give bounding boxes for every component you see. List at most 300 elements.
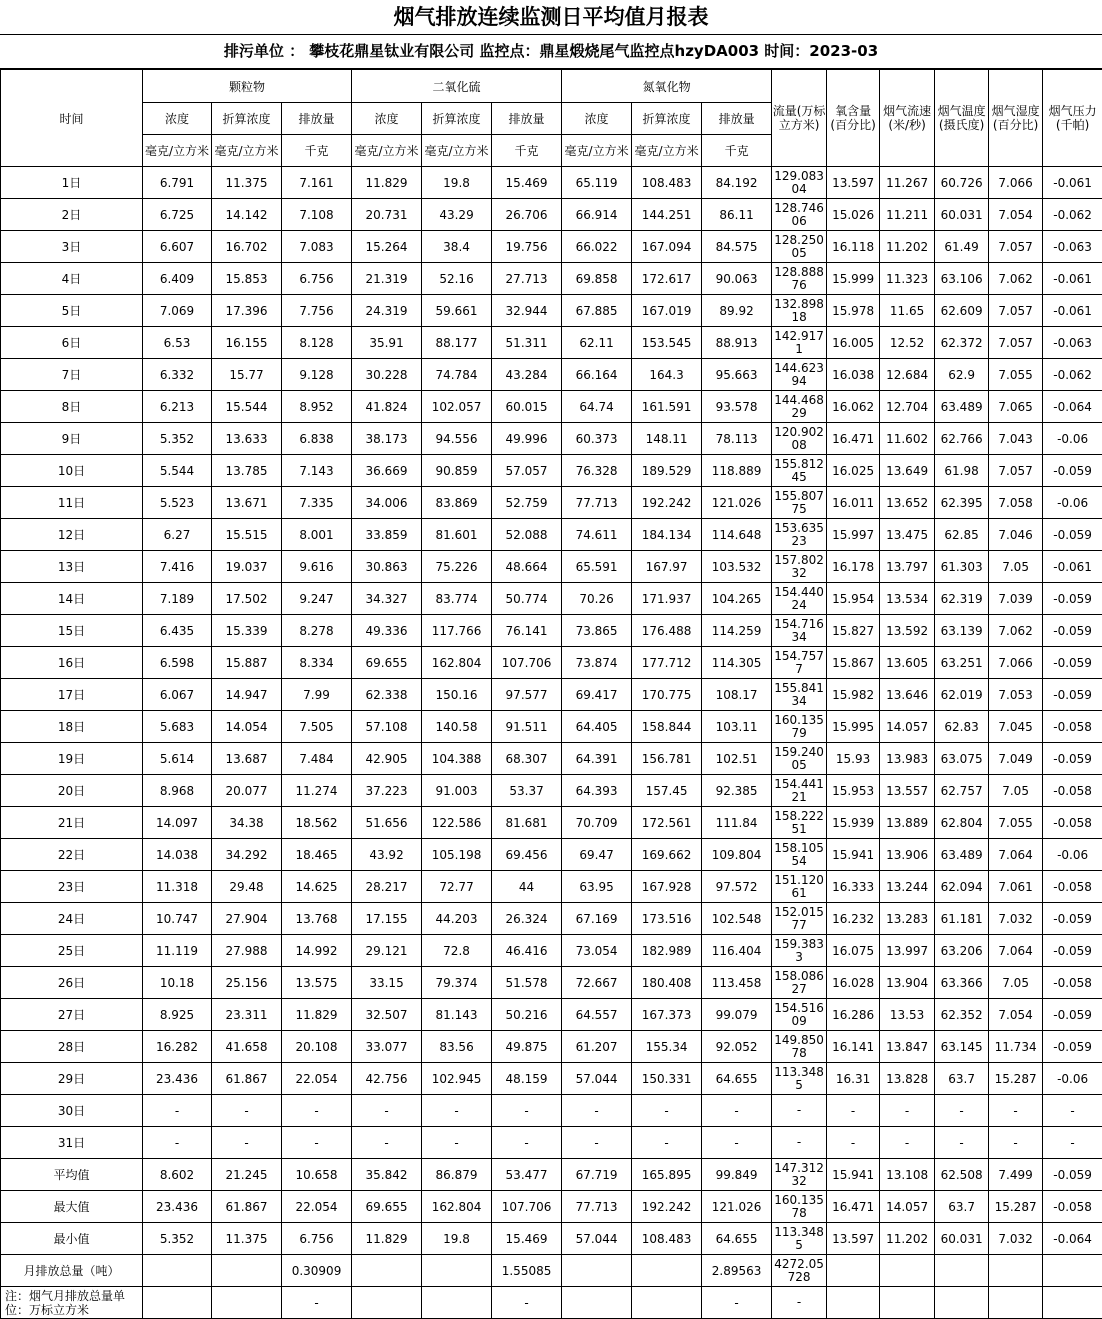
table-cell: 38.4 (422, 231, 492, 263)
table-cell: 158.10554 (772, 839, 827, 871)
table-cell: - (352, 1095, 422, 1127)
table-row (1, 167, 1102, 199)
table-cell: 16.075 (827, 935, 880, 967)
table-cell: 107.706 (492, 1191, 562, 1223)
row-label: 11日 (1, 487, 143, 519)
table-cell: 128.88876 (772, 263, 827, 295)
table-cell: 7.057 (989, 295, 1043, 327)
table-cell: 13.646 (880, 679, 935, 711)
table-cell: 158.22251 (772, 807, 827, 839)
table-cell: 20.077 (212, 775, 282, 807)
table-cell: 97.577 (492, 679, 562, 711)
table-row (1, 1223, 1102, 1255)
table-cell: 7.045 (989, 711, 1043, 743)
table-cell: 15.953 (827, 775, 880, 807)
row-label: 19日 (1, 743, 143, 775)
table-cell: 22.054 (282, 1063, 352, 1095)
table-cell: 15.77 (212, 359, 282, 391)
table-cell: 7.065 (989, 391, 1043, 423)
table-cell: 11.202 (880, 231, 935, 263)
table-cell: 7.416 (143, 551, 212, 583)
subheader-cell: 折算浓度 (212, 103, 282, 135)
table-cell: -0.059 (1043, 519, 1102, 551)
row-label: 6日 (1, 327, 143, 359)
row-label: 2日 (1, 199, 143, 231)
table-cell: - (702, 1127, 772, 1159)
table-cell: 73.054 (562, 935, 632, 967)
table-cell: 67.885 (562, 295, 632, 327)
table-cell: 14.625 (282, 871, 352, 903)
table-cell: - (212, 1095, 282, 1127)
table-cell (880, 1287, 935, 1319)
table-cell: 64.391 (562, 743, 632, 775)
table-cell: 111.84 (702, 807, 772, 839)
table-cell: 32.507 (352, 999, 422, 1031)
table-cell: 109.804 (702, 839, 772, 871)
row-label: 7日 (1, 359, 143, 391)
table-cell: 69.655 (352, 647, 422, 679)
table-cell: - (935, 1095, 989, 1127)
table-cell: 19.756 (492, 231, 562, 263)
table-cell (212, 1255, 282, 1287)
table-cell: 76.328 (562, 455, 632, 487)
table-cell: 128.25005 (772, 231, 827, 263)
table-cell: 15.544 (212, 391, 282, 423)
table-cell: -0.059 (1043, 615, 1102, 647)
table-cell: -0.058 (1043, 807, 1102, 839)
table-cell: 86.11 (702, 199, 772, 231)
table-cell: - (989, 1095, 1043, 1127)
table-cell: 6.332 (143, 359, 212, 391)
table-row (1, 391, 1102, 423)
table-cell: 140.58 (422, 711, 492, 743)
row-label: 最大值 (1, 1191, 143, 1223)
table-cell: 73.874 (562, 647, 632, 679)
table-cell: 154.7577 (772, 647, 827, 679)
table-cell: 57.108 (352, 711, 422, 743)
table-cell: 10.18 (143, 967, 212, 999)
table-cell: 46.416 (492, 935, 562, 967)
table-cell: 16.011 (827, 487, 880, 519)
table-cell: 154.44024 (772, 583, 827, 615)
table-cell: 15.939 (827, 807, 880, 839)
table-cell: 11.375 (212, 1223, 282, 1255)
table-cell: 160.13579 (772, 711, 827, 743)
row-label: 22日 (1, 839, 143, 871)
table-cell: 7.99 (282, 679, 352, 711)
table-cell (827, 1255, 880, 1287)
table-cell: 157.80232 (772, 551, 827, 583)
table-cell: 182.989 (632, 935, 702, 967)
table-cell: - (422, 1127, 492, 1159)
table-cell: 62.338 (352, 679, 422, 711)
table-cell: 144.46829 (772, 391, 827, 423)
table-cell: 69.456 (492, 839, 562, 871)
table-cell: 16.232 (827, 903, 880, 935)
table-cell: 73.865 (562, 615, 632, 647)
table-cell (352, 1255, 422, 1287)
table-cell: 13.534 (880, 583, 935, 615)
row-label: 26日 (1, 967, 143, 999)
table-cell: 113.3485 (772, 1063, 827, 1095)
table-cell: 27.988 (212, 935, 282, 967)
table-cell: 53.477 (492, 1159, 562, 1191)
table-cell: 167.019 (632, 295, 702, 327)
table-cell: 63.139 (935, 615, 989, 647)
table-cell: 142.9171 (772, 327, 827, 359)
table-cell: 189.529 (632, 455, 702, 487)
table-cell: 60.031 (935, 199, 989, 231)
table-cell: 32.944 (492, 295, 562, 327)
table-row (1, 1287, 1102, 1319)
table-cell: 17.155 (352, 903, 422, 935)
table-cell: 15.999 (827, 263, 880, 295)
table-cell: 69.417 (562, 679, 632, 711)
table-cell: -0.061 (1043, 263, 1102, 295)
table-cell (562, 1255, 632, 1287)
table-cell: 7.05 (989, 551, 1043, 583)
table-cell: 99.079 (702, 999, 772, 1031)
row-label: 最小值 (1, 1223, 143, 1255)
table-cell: 22.054 (282, 1191, 352, 1223)
table-cell: 114.648 (702, 519, 772, 551)
table-cell: 63.206 (935, 935, 989, 967)
table-cell: 42.756 (352, 1063, 422, 1095)
table-cell: 60.726 (935, 167, 989, 199)
table-cell: 16.141 (827, 1031, 880, 1063)
table-cell: 72.8 (422, 935, 492, 967)
table-cell: 16.038 (827, 359, 880, 391)
table-cell: 11.829 (352, 1223, 422, 1255)
table-cell: 14.142 (212, 199, 282, 231)
table-cell: - (772, 1095, 827, 1127)
table-cell: 113.458 (702, 967, 772, 999)
table-cell: 6.725 (143, 199, 212, 231)
table-cell: 62.319 (935, 583, 989, 615)
table-cell: 6.435 (143, 615, 212, 647)
table-cell: - (880, 1095, 935, 1127)
table-cell: -0.062 (1043, 199, 1102, 231)
table-cell: 24.319 (352, 295, 422, 327)
table-cell: 7.083 (282, 231, 352, 263)
table-cell: 90.859 (422, 455, 492, 487)
table-row (1, 583, 1102, 615)
table-cell (632, 1255, 702, 1287)
table-cell: 52.088 (492, 519, 562, 551)
table-cell: 105.198 (422, 839, 492, 871)
table-cell: 118.889 (702, 455, 772, 487)
table-cell: 16.028 (827, 967, 880, 999)
table-cell: 13.906 (880, 839, 935, 871)
table-cell: 2.89563 (702, 1255, 772, 1287)
table-cell: 13.475 (880, 519, 935, 551)
table-cell: 7.058 (989, 487, 1043, 519)
table-cell: 11.119 (143, 935, 212, 967)
table-cell: 91.003 (422, 775, 492, 807)
table-cell: 171.937 (632, 583, 702, 615)
table-cell: -0.059 (1043, 583, 1102, 615)
table-row (1, 839, 1102, 871)
table-cell: 11.318 (143, 871, 212, 903)
table-cell: 156.781 (632, 743, 702, 775)
table-cell: -0.059 (1043, 1031, 1102, 1063)
header-velocity: 烟气流速(米/秒) (880, 70, 935, 167)
table-cell: 61.98 (935, 455, 989, 487)
table-cell: 13.652 (880, 487, 935, 519)
table-cell: 89.92 (702, 295, 772, 327)
table-cell: 29.48 (212, 871, 282, 903)
row-label: 5日 (1, 295, 143, 327)
row-label: 14日 (1, 583, 143, 615)
table-cell: 76.141 (492, 615, 562, 647)
header-so2: 二氧化硫 (352, 70, 562, 103)
table-cell: 51.578 (492, 967, 562, 999)
table-cell: 7.057 (989, 327, 1043, 359)
table-cell: 104.265 (702, 583, 772, 615)
header-time: 时间 (1, 70, 143, 167)
table-cell: 15.941 (827, 839, 880, 871)
table-cell: 9.247 (282, 583, 352, 615)
table-cell: 13.575 (282, 967, 352, 999)
table-cell: 63.489 (935, 391, 989, 423)
table-cell: - (772, 1127, 827, 1159)
table-cell: 5.544 (143, 455, 212, 487)
table-cell: 102.548 (702, 903, 772, 935)
table-cell (562, 1287, 632, 1319)
table-cell: 25.156 (212, 967, 282, 999)
table-cell: 19.8 (422, 1223, 492, 1255)
table-cell: 69.47 (562, 839, 632, 871)
unit-cell: 毫克/立方米 (632, 135, 702, 167)
table-row (1, 775, 1102, 807)
table-cell: -0.059 (1043, 679, 1102, 711)
table-cell: 16.118 (827, 231, 880, 263)
table-cell: 8.925 (143, 999, 212, 1031)
table-cell: - (632, 1127, 702, 1159)
table-cell: 63.7 (935, 1063, 989, 1095)
table-cell: 16.005 (827, 327, 880, 359)
header-pressure: 烟气压力(千帕) (1043, 70, 1102, 167)
table-cell: -0.06 (1043, 1063, 1102, 1095)
table-cell: 108.483 (632, 1223, 702, 1255)
table-cell: 75.226 (422, 551, 492, 583)
table-cell: 16.31 (827, 1063, 880, 1095)
table-cell: 92.052 (702, 1031, 772, 1063)
table-cell: -0.059 (1043, 455, 1102, 487)
table-cell: 155.81245 (772, 455, 827, 487)
table-cell: 70.26 (562, 583, 632, 615)
table-cell: 70.709 (562, 807, 632, 839)
table-cell: 20.108 (282, 1031, 352, 1063)
table-cell: 7.057 (989, 231, 1043, 263)
table-cell: 150.16 (422, 679, 492, 711)
table-cell: 15.515 (212, 519, 282, 551)
table-cell: - (492, 1127, 562, 1159)
table-cell: 15.867 (827, 647, 880, 679)
table-cell: 15.026 (827, 199, 880, 231)
table-cell: 15.997 (827, 519, 880, 551)
table-cell: 12.684 (880, 359, 935, 391)
row-label: 注：烟气月排放总量单位：万标立方米 (1, 1287, 143, 1319)
table-cell: 57.044 (562, 1063, 632, 1095)
table-cell: 13.997 (880, 935, 935, 967)
table-cell: 14.057 (880, 711, 935, 743)
row-label: 29日 (1, 1063, 143, 1095)
table-cell: 160.13578 (772, 1191, 827, 1223)
table-cell: 7.756 (282, 295, 352, 327)
table-cell: 57.057 (492, 455, 562, 487)
table-cell: 97.572 (702, 871, 772, 903)
table-cell: 7.05 (989, 967, 1043, 999)
table-cell: 15.264 (352, 231, 422, 263)
table-cell: 33.15 (352, 967, 422, 999)
table-cell: 86.879 (422, 1159, 492, 1191)
table-cell: 5.523 (143, 487, 212, 519)
table-cell: 63.366 (935, 967, 989, 999)
table-row (1, 263, 1102, 295)
table-cell: 148.11 (632, 423, 702, 455)
table-cell: 147.31232 (772, 1159, 827, 1191)
subheader-cell: 排放量 (492, 103, 562, 135)
table-cell: 19.037 (212, 551, 282, 583)
table-cell: - (989, 1127, 1043, 1159)
subheader-cell: 浓度 (562, 103, 632, 135)
table-cell: 120.90208 (772, 423, 827, 455)
table-cell: 5.352 (143, 1223, 212, 1255)
table-cell: 16.062 (827, 391, 880, 423)
table-row (1, 1031, 1102, 1063)
table-cell: 12.704 (880, 391, 935, 423)
table-row (1, 1255, 1102, 1287)
table-cell: 13.687 (212, 743, 282, 775)
table-cell: 13.904 (880, 967, 935, 999)
table-cell: 144.251 (632, 199, 702, 231)
table-cell: 11.323 (880, 263, 935, 295)
table-cell: 11.211 (880, 199, 935, 231)
table-cell: 8.602 (143, 1159, 212, 1191)
table-cell: 17.502 (212, 583, 282, 615)
table-cell: -0.059 (1043, 903, 1102, 935)
table-cell: 114.259 (702, 615, 772, 647)
table-cell (989, 1287, 1043, 1319)
table-cell: -0.064 (1043, 1223, 1102, 1255)
table-cell: 63.7 (935, 1191, 989, 1223)
table-cell: 61.49 (935, 231, 989, 263)
table-cell: 13.108 (880, 1159, 935, 1191)
unit-cell: 千克 (702, 135, 772, 167)
table-cell: 6.607 (143, 231, 212, 263)
table-row (1, 327, 1102, 359)
table-cell: 177.712 (632, 647, 702, 679)
table-cell: 63.145 (935, 1031, 989, 1063)
table-cell: 7.053 (989, 679, 1043, 711)
table-cell (1043, 1255, 1102, 1287)
table-cell: 16.286 (827, 999, 880, 1031)
table-cell: - (143, 1127, 212, 1159)
row-label: 3日 (1, 231, 143, 263)
table-cell (989, 1255, 1043, 1287)
row-label: 9日 (1, 423, 143, 455)
table-cell: 13.244 (880, 871, 935, 903)
table-cell: 7.064 (989, 839, 1043, 871)
table-cell: 61.867 (212, 1063, 282, 1095)
table-cell: 108.17 (702, 679, 772, 711)
table-cell: 94.556 (422, 423, 492, 455)
table-cell: 34.006 (352, 487, 422, 519)
table-cell: 30.228 (352, 359, 422, 391)
table-cell: 16.333 (827, 871, 880, 903)
subheader-cell: 排放量 (702, 103, 772, 135)
table-cell: 23.436 (143, 1191, 212, 1223)
table-cell: - (1043, 1127, 1102, 1159)
table-cell: 149.85078 (772, 1031, 827, 1063)
table-cell: 155.34 (632, 1031, 702, 1063)
table-cell: 11.202 (880, 1223, 935, 1255)
table-cell: 72.667 (562, 967, 632, 999)
subheader-cell: 浓度 (352, 103, 422, 135)
table-cell: 102.945 (422, 1063, 492, 1095)
table-row (1, 679, 1102, 711)
table-cell: 154.44121 (772, 775, 827, 807)
table-row (1, 743, 1102, 775)
table-cell: 53.37 (492, 775, 562, 807)
table-row (1, 615, 1102, 647)
table-row (1, 967, 1102, 999)
table-cell: 15.827 (827, 615, 880, 647)
table-cell: 66.164 (562, 359, 632, 391)
table-cell: 114.305 (702, 647, 772, 679)
table-cell: 14.097 (143, 807, 212, 839)
unit-cell: 毫克/立方米 (352, 135, 422, 167)
table-cell: 7.032 (989, 903, 1043, 935)
table-cell: 13.847 (880, 1031, 935, 1063)
table-cell: -0.059 (1043, 647, 1102, 679)
table-cell: 13.283 (880, 903, 935, 935)
table-cell: -0.059 (1043, 743, 1102, 775)
table-cell: 13.797 (880, 551, 935, 583)
table-cell: 41.824 (352, 391, 422, 423)
table-cell: 15.995 (827, 711, 880, 743)
table-cell: 48.159 (492, 1063, 562, 1095)
table-cell: 99.849 (702, 1159, 772, 1191)
table-cell: 162.804 (422, 1191, 492, 1223)
table-cell: 49.336 (352, 615, 422, 647)
table-cell: 69.655 (352, 1191, 422, 1223)
table-cell: 17.396 (212, 295, 282, 327)
table-cell: 90.063 (702, 263, 772, 295)
unit-cell: 千克 (492, 135, 562, 167)
header-nox: 氮氧化物 (562, 70, 772, 103)
table-cell: 64.557 (562, 999, 632, 1031)
table-cell: 21.245 (212, 1159, 282, 1191)
table-cell: 167.373 (632, 999, 702, 1031)
table-cell: 62.508 (935, 1159, 989, 1191)
table-cell: 7.064 (989, 935, 1043, 967)
table-cell: 62.395 (935, 487, 989, 519)
row-label: 28日 (1, 1031, 143, 1063)
table-cell: 60.373 (562, 423, 632, 455)
table-row (1, 519, 1102, 551)
table-cell: 13.605 (880, 647, 935, 679)
table-cell: 150.331 (632, 1063, 702, 1095)
table-cell: 91.511 (492, 711, 562, 743)
table-cell: 49.875 (492, 1031, 562, 1063)
table-cell: 184.134 (632, 519, 702, 551)
table-cell: 52.759 (492, 487, 562, 519)
table-cell: - (1043, 1095, 1102, 1127)
table-cell: 9.128 (282, 359, 352, 391)
table-cell: 41.658 (212, 1031, 282, 1063)
